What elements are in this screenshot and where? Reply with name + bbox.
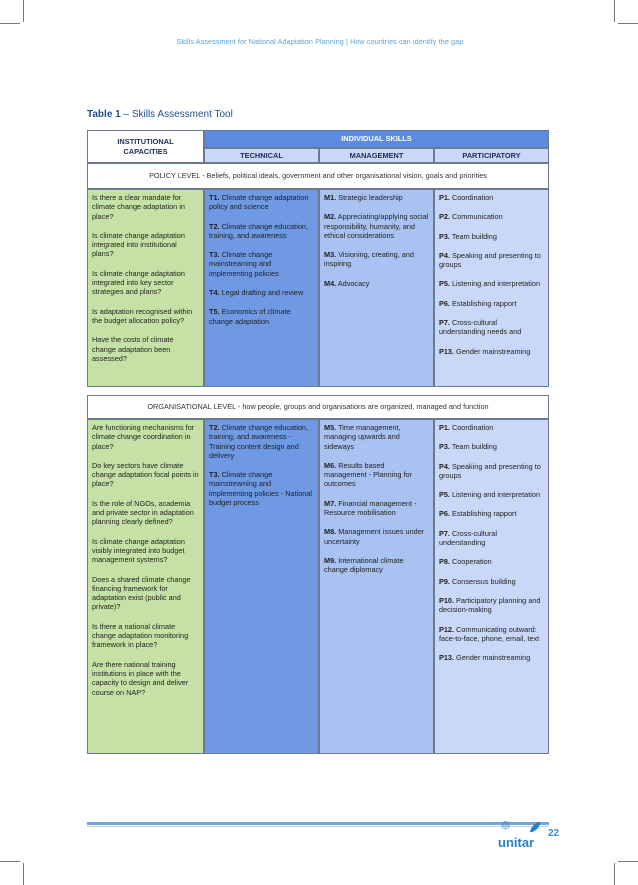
skill-text: Visioning, creating, and inspiring [324, 250, 414, 269]
skill-code: P1. [439, 193, 450, 202]
skill-text: Consensus building [449, 576, 516, 586]
skill-item [324, 423, 429, 451]
skill-item [439, 577, 544, 586]
skill-item [439, 299, 544, 308]
header-technical: TECHNICAL [204, 148, 319, 163]
skill-code: P7. [439, 528, 450, 538]
skill-code: P4. [439, 461, 450, 471]
skill-code: P9. [439, 576, 450, 586]
skill-code: P5. [439, 490, 450, 500]
skill-code: M8. [324, 527, 337, 537]
skill-code: M6. [324, 460, 337, 470]
header-management: MANAGEMENT [319, 148, 434, 163]
table-title-rest: – Skills Assessment Tool [120, 109, 233, 120]
skill-text: Communication [449, 212, 503, 222]
skill-item [324, 461, 429, 489]
skill-code: M1. [324, 193, 337, 202]
org-management-cell [319, 419, 434, 754]
skill-item [439, 212, 544, 221]
unitar-logo-text: unitar [498, 835, 535, 850]
header-participatory: PARTICIPATORY [434, 148, 549, 163]
skill-item [324, 527, 429, 546]
skill-code: P6. [439, 509, 450, 519]
institutional-question: Is the role of NGOs, academia and private sector in adaptation planning clearly defined? [92, 498, 194, 527]
skill-item [324, 250, 429, 269]
institutional-question: Is there a clear mandate for climate change adaptation in place? [92, 193, 185, 221]
skill-code: M9. [324, 555, 337, 565]
skill-item [439, 653, 544, 662]
skill-text: Economics of climate change adaptation [209, 307, 291, 326]
footer-rule [87, 822, 549, 825]
skill-code: P5. [439, 279, 450, 289]
skill-item [439, 423, 544, 432]
skill-code: P13. [439, 653, 455, 663]
table-title [87, 109, 233, 120]
crop-mark [614, 0, 615, 22]
skill-text: International climate change diplomacy [324, 555, 404, 575]
skill-item [439, 596, 544, 615]
institutional-question: Is climate change adaptation integrated into key sector strategies and plans? [92, 268, 185, 297]
header-individual: INDIVIDUAL SKILLS [204, 130, 549, 148]
skill-text: Legal drafting and review [219, 288, 304, 298]
skill-text: Appreciating/applying social responsibility, humanity, and ethical considerations [324, 212, 429, 240]
institutional-question: Is there a national climate change adaptation monitoring framework in place? [92, 621, 189, 650]
skill-code: M2. [324, 212, 337, 222]
skill-code: P2. [439, 212, 450, 222]
skills-assessment-table [87, 130, 549, 754]
institutional-question: Do key sectors have climate change adaptation focal points in place? [92, 460, 199, 489]
skill-text: Management issues under uncertainty [324, 527, 425, 546]
running-header: Skills Assessment for National Adaptation Planning | How countries can identify the gap [176, 37, 464, 46]
institutional-question: Does a shared climate change financing framework for adaptation exist (public and private)? [92, 574, 191, 612]
skill-text: Climate change education, training, and awareness [209, 221, 308, 240]
skill-text: Team building [449, 231, 497, 241]
crop-mark [23, 863, 24, 885]
skill-item [209, 288, 314, 297]
skill-code: P12. [439, 624, 455, 634]
skill-text: Team building [449, 442, 497, 452]
skill-item [324, 279, 429, 288]
skill-item [439, 557, 544, 566]
skill-code: M7. [324, 498, 337, 508]
skill-text: Time management, managing upwards and sideways [324, 423, 401, 451]
skill-code: T1. [209, 193, 220, 202]
skill-text: Communicating outward: face-to-face, phone, email, text [439, 624, 540, 643]
skill-text: Coordination [449, 423, 494, 432]
skill-item [439, 193, 544, 202]
skill-text: Climate change education, training, and awareness - Training content design and delivery [209, 423, 308, 460]
skill-item [209, 307, 314, 326]
skill-text: Advocacy [336, 278, 370, 288]
skill-item [324, 556, 429, 575]
skill-code: T3. [209, 470, 220, 480]
skill-item [209, 222, 314, 241]
skill-text: Listening and interpretation [449, 490, 541, 500]
institutional-question: Is climate change adaptation integrated into institutional plans? [92, 230, 185, 259]
skill-item [439, 318, 544, 337]
skill-item [439, 625, 544, 644]
skill-code: T5. [209, 307, 220, 317]
organisational-level-band: ORGANISATIONAL LEVEL - how people, groups and organisations are organized, managed and function [87, 395, 549, 419]
policy-management-cell [319, 189, 434, 387]
skill-code: P7. [439, 318, 450, 328]
skill-text: Climate change mainstreaming and implementing policies - National budget process [209, 470, 313, 508]
page-number: 22 [548, 828, 560, 839]
skill-text: Establishing rapport [449, 298, 517, 308]
crop-mark [618, 23, 638, 24]
crop-mark [0, 23, 20, 24]
skill-code: P1. [439, 423, 450, 432]
skill-item [439, 442, 544, 451]
skill-text: Speaking and presenting to groups [439, 461, 541, 480]
institutional-question: Are functioning mechanisms for climate change coordination in place? [92, 423, 195, 451]
crop-mark [618, 861, 638, 862]
skill-text: Establishing rapport [449, 509, 517, 519]
skill-text: Climate change adaptation policy and science [209, 193, 309, 212]
skill-code: P13. [439, 346, 455, 356]
policy-technical-cell [204, 189, 319, 387]
org-technical-cell [204, 419, 319, 754]
unitar-leaf-icon [528, 820, 542, 834]
skill-code: M4. [324, 278, 337, 288]
policy-participatory-cell [434, 189, 549, 387]
skill-text: Listening and interpretation [449, 279, 541, 289]
skill-item [209, 423, 314, 460]
skill-code: P10. [439, 595, 455, 605]
org-participatory-cell [434, 419, 549, 754]
skill-code: P3. [439, 442, 450, 452]
skill-item [209, 470, 314, 507]
header-institutional: INSTITUTIONAL CAPACITIES [87, 130, 204, 163]
skill-item [209, 193, 314, 212]
policy-institutional-cell [87, 189, 204, 387]
skill-item [439, 232, 544, 241]
skill-text: Gender mainstreaming [454, 346, 531, 356]
skill-code: M3. [324, 250, 337, 260]
skill-text: Cross-cultural understanding needs and [439, 318, 522, 337]
skill-item [324, 212, 429, 240]
skill-text: Financial management - Resource mobilisation [324, 498, 417, 518]
skill-code: T2. [209, 423, 220, 432]
footer-rule-thin [87, 826, 549, 827]
policy-level-band: POLICY LEVEL - Beliefs, political ideals, government and other organisational vision, goals and priorities [87, 163, 549, 189]
skill-text: Cross-cultural understanding [439, 528, 497, 548]
skill-item [324, 193, 429, 202]
institutional-question: Is climate change adaptation visibly integrated into budget management systems? [92, 536, 185, 565]
skill-item [324, 499, 429, 518]
skill-text: Coordination [449, 193, 494, 202]
skill-text: Strategic leadership [336, 193, 403, 202]
skill-item [439, 251, 544, 270]
crop-mark [0, 861, 20, 862]
skill-code: P3. [439, 231, 450, 241]
skill-code: M5. [324, 423, 337, 432]
skill-item [439, 490, 544, 499]
skill-text: Speaking and presenting to groups [439, 250, 541, 270]
crop-mark [614, 863, 615, 885]
skill-code: P8. [439, 557, 450, 567]
skill-item [439, 509, 544, 518]
skill-code: T4. [209, 288, 220, 298]
skill-item [439, 279, 544, 288]
institutional-question: Have the costs of climate change adaptation been assessed? [92, 335, 174, 363]
org-institutional-cell [87, 419, 204, 754]
skill-text: Participatory planning and decision-making [439, 595, 541, 615]
table-title-label: Table 1 [87, 109, 121, 120]
skill-item [439, 462, 544, 481]
skill-code: T2. [209, 221, 220, 231]
skill-item [439, 529, 544, 548]
skill-item [439, 347, 544, 356]
institutional-question: Is adaptation recognised within the budget allocation policy? [92, 306, 193, 325]
skill-text: Gender mainstreaming [454, 653, 531, 663]
skill-code: P4. [439, 250, 450, 260]
institutional-question: Are there national training institutions in place with the capacity to design and deliver course on NAP? [92, 659, 189, 697]
skill-text: Cooperation [449, 557, 492, 567]
crop-mark [23, 0, 24, 22]
skill-code: T3. [209, 250, 220, 260]
skill-item [209, 250, 314, 278]
skill-text: Climate change mainstreaming and implementing policies [209, 250, 279, 278]
skill-text: Results based management - Planning for outcomes [324, 460, 413, 489]
skill-code: P6. [439, 298, 450, 308]
